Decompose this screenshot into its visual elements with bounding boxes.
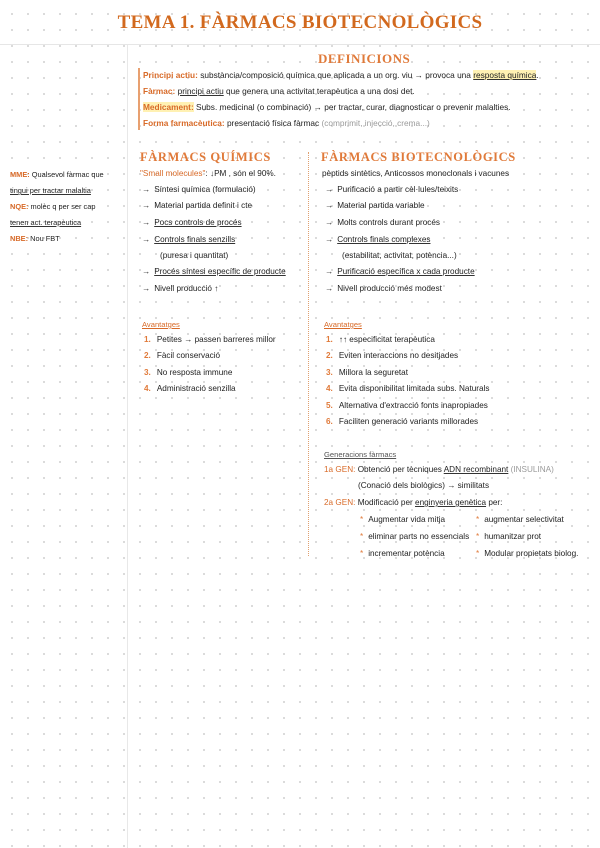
definition-forma-farmaceutica: [143, 118, 430, 128]
asterisk-icon: *: [476, 515, 480, 524]
chemical-item-text: Nivell producció ↑: [154, 284, 219, 293]
chemical-advantages-title: Avantatges: [142, 320, 180, 329]
gen2-item-text: Augmentar vida mitja: [368, 515, 446, 524]
biotech-item: → Purificació específica x cada producte: [325, 267, 475, 276]
generation-1: [324, 465, 554, 474]
sidebar-text: tenen act. terapèutica: [10, 218, 82, 227]
gen2-item: [360, 549, 445, 558]
asterisk-icon: *: [476, 549, 480, 558]
generation-tail: per:: [488, 498, 503, 507]
definition-end: .: [536, 70, 539, 80]
biotech-item-note: (estabilitat, activitat, potència...): [342, 251, 457, 260]
gen2-item-text: Modular propietats biolog.: [484, 549, 579, 558]
biotech-title: FÀRMACS BIOTECNOLÒGICS: [321, 150, 516, 164]
title-divider: [0, 44, 600, 45]
definition-lead: principi actiu: [177, 86, 224, 96]
biotech-item: → Controls finals complexes: [325, 235, 431, 244]
biotech-item-text: Purificació a partir cèl·lules/teixits: [337, 185, 459, 194]
sidebar-note: [10, 186, 91, 195]
definition-text: presentació física fàrmac: [226, 118, 320, 128]
sidebar-note: [10, 218, 81, 227]
generation-highlight: ADN recombinant: [443, 465, 509, 474]
definitions-bar: [138, 68, 140, 130]
biotech-item-text: Material partida variable: [337, 201, 425, 210]
chemical-advantage: 3. No resposta immune: [144, 368, 233, 377]
chemical-item: → Síntesi química (formulació): [142, 185, 256, 194]
sidebar-text: Nou FBT: [30, 234, 60, 243]
definition-text: Subs. medicinal (o combinació) → per tractar, curar, diagnosticar o prevenir malalties.: [196, 102, 511, 112]
margin-line: [127, 45, 128, 848]
biotech-advantage-text: Eviten interaccions no desitjades: [338, 351, 459, 360]
chemical-advantage: 1. Petites → passen barreres millor: [144, 335, 276, 344]
gen2-item-text: eliminar parts no essencials: [368, 532, 470, 541]
chemical-intro-text: : ↓PM , són el 90%.: [205, 169, 276, 178]
biotech-item-text: Nivell producció més modest: [337, 284, 442, 293]
sidebar-term: MME:: [10, 170, 30, 179]
sidebar-text: tingui per tractar malaltia: [10, 186, 91, 195]
chemical-advantage-text: Petites → passen barreres millor: [156, 335, 276, 344]
generation-text: Modificació per: [357, 498, 413, 507]
definition-medicament: [143, 102, 511, 112]
biotech-advantage: 4. Evita disponibilitat limitada subs. Naturals: [326, 384, 490, 393]
biotech-advantage: 6. Faciliten generació variants millorades: [326, 417, 479, 426]
biotech-advantage: 5. Alternativa d'extracció fonts inapropiades: [326, 401, 488, 410]
biotech-item-text: Purificació específica x cada producte: [337, 267, 475, 276]
gen2-item-text: humanitzar prot: [484, 532, 542, 541]
biotech-item: → Material partida variable: [325, 201, 425, 210]
biotech-item: → Nivell producció més modest: [325, 284, 442, 293]
chemical-item: → Procés síntesi específic de producte: [142, 267, 286, 276]
page-title: TEMA 1. FÀRMACS BIOTECNOLÒGICS: [117, 12, 483, 33]
biotech-advantage: 2. Eviten interaccions no desitjades: [326, 351, 459, 360]
definition-term: Principi actiu:: [143, 70, 198, 80]
gen2-item: [476, 515, 564, 524]
sidebar-note: [10, 234, 60, 243]
chemical-advantage-text: Administració senzilla: [156, 384, 236, 393]
chemical-item: → Nivell producció ↑: [142, 284, 219, 293]
sidebar-text: molèc q per ser cap: [30, 202, 96, 211]
chemical-intro-quote: "Small molecules": [140, 169, 206, 178]
definition-term: Forma farmacèutica:: [143, 118, 225, 128]
biotech-advantage: 3. Millora la seguretat: [326, 368, 409, 377]
chemical-intro: [140, 169, 276, 178]
definition-highlight: resposta química: [473, 70, 537, 80]
generation-2: [324, 498, 502, 507]
definitions-title: DEFINICIONS: [318, 51, 411, 66]
chemical-item-note: (puresa i quantitat): [160, 251, 229, 260]
chemical-item-text: Procés síntesi específic de producte: [154, 267, 286, 276]
chemical-item-text: Controls finals senzills: [154, 235, 236, 244]
generation-1-note: (Conació dels biològics) → similitats: [358, 481, 490, 490]
definition-term: Medicament:: [143, 102, 194, 112]
biotech-item-text: Molts controls durant procés: [337, 218, 441, 227]
chemical-item-text: Pocs controls de procés: [154, 218, 242, 227]
asterisk-icon: *: [360, 549, 364, 558]
chemical-item: → Controls finals senzills: [142, 235, 236, 244]
column-divider: [308, 152, 309, 556]
asterisk-icon: *: [476, 532, 480, 541]
chemical-advantage: 4. Administració senzilla: [144, 384, 236, 393]
chemical-advantage: 2. Fàcil conservació: [144, 351, 221, 360]
biotech-advantage-text: Alternativa d'extracció fonts inapropiades: [338, 401, 488, 410]
sidebar-text: Qualsevol fàrmac que: [31, 170, 104, 179]
definition-example: (comprimit, injecció, crema...): [321, 118, 430, 128]
chemical-item: → Pocs controls de procés: [142, 218, 242, 227]
gen2-item: [360, 515, 445, 524]
definition-text: que genera una activitat terapèutica a una dosi det.: [226, 86, 415, 96]
generation-label: 1a GEN:: [324, 465, 356, 474]
definition-principi-actiu: [143, 70, 539, 80]
generations-title: Generacions fàrmacs: [324, 450, 397, 459]
chemical-advantage-text: No resposta immune: [156, 368, 233, 377]
chemical-item: → Material partida definit i cte: [142, 201, 253, 210]
biotech-item-text: Controls finals complexes: [337, 235, 431, 244]
gen2-item: [360, 532, 469, 541]
gen2-item: [476, 549, 578, 558]
asterisk-icon: *: [360, 515, 364, 524]
biotech-item: → Molts controls durant procés: [325, 218, 441, 227]
biotech-advantage-text: Millora la seguretat: [338, 368, 409, 377]
definition-text: substància/composició química que aplicada a un org. viu → provoca una: [200, 70, 471, 80]
definition-farmac: [143, 86, 415, 96]
biotech-advantage: 1. ↑↑ especificitat terapèutica: [326, 335, 435, 344]
sidebar-term: NBE:: [10, 234, 29, 243]
chemical-item-text: Material partida definit i cte: [154, 201, 253, 210]
biotech-advantage-text: Faciliten generació variants millorades: [338, 417, 479, 426]
sidebar-note: [10, 202, 95, 211]
sidebar-note: [10, 170, 104, 179]
generation-example: (INSULINA): [510, 465, 554, 474]
gen2-item-text: incrementar potència: [368, 549, 445, 558]
generation-label: 2a GEN:: [324, 498, 356, 507]
chemical-advantage-text: Fàcil conservació: [156, 351, 221, 360]
generation-highlight: enginyeria genètica: [415, 498, 487, 507]
generation-text: Obtenció per tècniques: [357, 465, 442, 474]
biotech-advantages-title: Avantatges: [324, 320, 362, 329]
biotech-item: → Purificació a partir cèl·lules/teixits: [325, 185, 459, 194]
chemical-item-text: Síntesi química (formulació): [154, 185, 256, 194]
biotech-advantage-text: ↑↑ especificitat terapèutica: [338, 335, 435, 344]
asterisk-icon: *: [360, 532, 364, 541]
sidebar-term: NQE:: [10, 202, 29, 211]
biotech-intro: pèptids sintètics, Anticossos monoclonals i vacunes: [322, 169, 510, 178]
chemical-title: FÀRMACS QUÍMICS: [140, 150, 271, 164]
gen2-item-text: augmentar selectivitat: [484, 515, 564, 524]
gen2-item: [476, 532, 541, 541]
definition-term: Fàrmac:: [143, 86, 176, 96]
biotech-advantage-text: Evita disponibilitat limitada subs. Naturals: [338, 384, 490, 393]
